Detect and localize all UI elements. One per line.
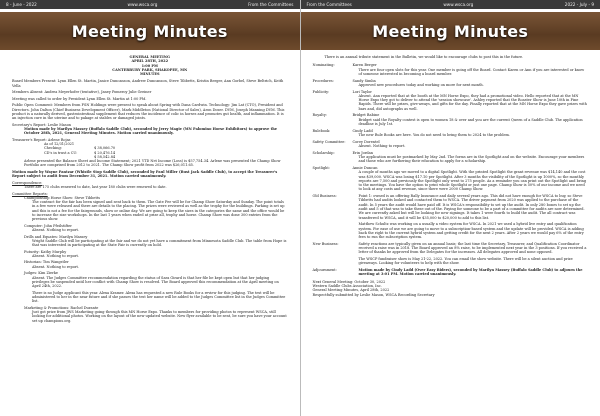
committee-item-text: Motion made by Cindy Ladd (Over Easy Riders), seconded by Marilyn Massey (Buffalo Saddle Club) to adjourn the meeting at 3:01 PM. Motion carried unanimously. [358, 268, 583, 277]
right-topbar [301, 0, 600, 9]
committee-item-body [353, 79, 589, 88]
committee-text: The contract for the fair has been signed and sent back to them. The Gate Fee will be for Champ Show Saturday and Sunday. The point totals in a few were released and there are details to the placing. The prizes were reviewed as well as the trophy for the buildings. Parking is set up and this is not a fee for the fairgrounds, show or online day. We are going to keep the sizes in the categories the same and the office would be to increase the size workshops. In the last 1 years when ended at prize all, trophy and horse. Champ Show was done 300 entries from the previous show. [32, 200, 285, 222]
treasurer-row: $ 58,542.84 [94, 154, 116, 159]
committee-item-body [353, 140, 589, 149]
left-topbar [0, 0, 300, 9]
committee-item-label: Rulebook: [312, 128, 331, 133]
secretary-report: Secretary's Report: Leslie Mason [12, 122, 72, 127]
committee-item-text: Safety reactions are typically given on an annual basis; the last time the Secretary, Treasurer, and Qualification Coordinator received a raise was in 2018. The Board approved an 8% raise, to be implemented next year in the 3 positions. If you received a letter of thanks be approved from the Delegates for the increases. All delegates approved and none opposed. [358, 241, 587, 255]
committee-item-label: New Business: [312, 241, 339, 246]
committee-text: Absent. Nothing to report. [32, 228, 79, 233]
committee-item-person: Bridget Babine [352, 113, 380, 118]
committee-item [313, 222, 589, 239]
committee-name: Judges: Kim Zierke [24, 271, 58, 276]
committee-item-text: Absent. Ann reported that at the booth at the MN Horse Expo, they had a promotional video. Hello reported that at the MN Horse Expo they got to deliver to attend the 'session showcase'. Ashley reported that the Roaster Show is June 10th in Pine Rapids. There will be prizes, give-aways, and gifts for the day. Finally reported that at the MN Horse Expo they gave prizes with bars and, did autographs as well. [358, 93, 587, 111]
meeting-header [12, 55, 288, 76]
committee-item [313, 194, 589, 220]
committee-item-body [353, 268, 589, 277]
committee-item-text: A couple of months ago we moved to a digital Spotlight. With the printed Spotlight the grant revenue was $14,140 and the cost was $39,000. WSCA was losing $17.10 per Spotlight. After 3 months the visibility of the Spotlight is up 1000%, so the monthly reports are 7,500 and previously the Spotlight only went to 275 people. As a reminder you can print out the Spotlight and bring to the meetings. You have the option to print whole Spotlight or just one page. Champ Show is 50% of our income and we need to look at any costs and revenue, since there were 2000 Champ Show. [358, 170, 587, 192]
committee-item [313, 257, 589, 266]
committee-item-person: Lori Taylor [352, 89, 372, 94]
committee-heading: Committee Reports: [12, 191, 48, 196]
left-site-url[interactable]: www.wsca.org [127, 2, 158, 7]
committee-item-text: Point 1: owned is an offering Rally Insurance and daily several years ago. This did not have enough for WSCA to buy, so Steve Tibbetts had audits looked and contacted them to WSCA. The driver payment from 2020 was applied to the purchase of the audit. In 5 years the audit would have paid off. It is WSCA's responsibility to set up the audit. In only 280 bones to set up the audit and 5 of that was to take these out of the. Paying for someone to be a part of a committee for audits are now determined. We are currently asked but will be looking for new signings. It takes 1 were fourth to build the audit. The all contract was transferred to WSCA, and it will be $35,000 to $20,000 to add to this list. [358, 194, 585, 220]
committee-item [313, 90, 589, 111]
footer-line: General Meeting Minutes, April 28th, 2022 [312, 288, 390, 293]
treasurer-motion: Motion made by Wayne Pantzar (Whistle Stop Saddle Club), seconded by Paul Miller (Rust Jack Saddle Club), to accept the Treasurer's Report subject to audit from December 31, 2021. Motion carried unanimously. [12, 169, 278, 179]
committee-item-label: Spotlight: [312, 165, 330, 170]
committee-item-text: There are four open slots for this year. One member is going off the Board. Contact Karen or Ann if you are interested or know of someone interested in becoming a board member. [358, 67, 585, 76]
treasurer-summary: Arlene presented the Balance Sheet and Income Statement; 2021 YTD Net Income (Loss) is $57,754.34. Arlene was presented the Champ Show Portfolio are comprised from 2012 to 2021. The Champ Show profit from 2022 was $26,011.65. [24, 159, 281, 168]
committee-item-person: Cindy Ladd [352, 128, 373, 133]
treasurer-row: Checking: $ 38,066.70 [44, 146, 116, 151]
public-comment: Public Open Comment: Members from FSN Holdings were present to speak about Spring with Dana Cardwin. Technology: Jim Lat (CTO), President and Directors. John Dalton (Chief Business Development Officer), Mark Middleton (National Director of Sales), Aron Doser. DVM, Joseph Manning DVM. This product is a naturally derived, gastrointestinal supplement that reduces the incidence of colic in horses and promotes gut health, and inflammation. It is an injection cure in the uterine and to pakage at stables or damaged joints. [12, 103, 285, 121]
left-page-date: 8 - June - 2022 [6, 2, 37, 7]
committee-item [313, 113, 589, 126]
committee-item-label: Old Business: [312, 194, 337, 199]
committee-item-label: Publicity: [312, 89, 330, 94]
committee-text: Absent. Nothing to report. [32, 264, 79, 269]
committee-name: Futurity: Kathy Murphy [24, 249, 67, 254]
members-absent: Members Absent: Andrea Meyerhofer (tentative), Janey Pomeroy Julie Greiner [12, 90, 152, 95]
committee-item [313, 129, 589, 138]
call-to-order: Meeting was called to order by President Lynn Ellen St. Martin at 1:00 PM. [12, 96, 147, 101]
committee-item-body [353, 166, 589, 192]
committee-item [313, 140, 589, 149]
right-content [301, 50, 600, 297]
committee-item-label: Nominating: [312, 63, 335, 68]
committee-item-text: Absent. Nothing to report. [358, 144, 406, 148]
committee-text: Absent. Nothing to report. [32, 253, 79, 258]
committee-item-body [353, 222, 589, 239]
committee-item-person: Erin Jordan [352, 150, 373, 155]
header-line: GENERAL MEETING [129, 55, 170, 59]
committee-item-label: Adjournment: [312, 268, 337, 273]
committee-text: Just got prize from JWS Marketing going through this MN Horse Expo. Thanks to members for providing photos to represent WSCA, still looking for additional photos. Working on the layout of the new updated website. New flyer available to be sent, be sure you have your account set up champions.org. [32, 309, 287, 323]
right-site-url[interactable]: www.wsca.org [443, 2, 474, 7]
intro-text: There is an annual tribute statement in the Bulletin, we would like to encourage clubs to post this in the future. [324, 55, 524, 59]
committee-item [313, 79, 589, 88]
committee-item [313, 63, 589, 76]
committee-text: Wright Saddle Club will be participating at the fair and we do not yet have a commitment from Minnesota Saddle Club. The table from Hope is that was interested in participating at the State Fair is currently on hold. [32, 238, 287, 248]
header-line: CANTERBURY PARK, SHAKOPEE, MN [112, 67, 188, 72]
committee-name: Drills and Equates: Marilyn Massey [24, 234, 88, 239]
committee-item-person: Karen Berger [352, 63, 377, 68]
committee-text: Absent. The Judges Committee recommendation regarding the status of Sara Girard is that her file be kept open but that her judging privileges be suspended until her conflict with Champ Show is resolved. The Board approved this recommendation at the April meeting on April 24th, 2022. [32, 275, 279, 289]
footer-line: Western Saddle Clubs Association, Inc. [312, 284, 382, 289]
right-page-title: Meeting Minutes [372, 21, 529, 41]
committee-item-label: Safety Committee: [312, 139, 346, 144]
committee-item-label [313, 257, 353, 266]
committee-item-text: Matthew Schultz was working on a usually a video system for WSCA. In 2021 we used a hybrid live entry and qualification system. For ease of use we are going to move to a subscription-based system and the update will be provided. WSCA is adding back the right to the current hybrid system and getting credit for the next 2 years. After 2 years we would pay 6% of the entry fees to run the subscription system. [358, 222, 584, 240]
footer-block [313, 280, 589, 297]
committee-item-label: Scholarship: [312, 150, 335, 155]
committee-name: Historian: Tim Wangstler [24, 260, 69, 265]
committee-item-label [313, 222, 353, 239]
left-page-title: Meeting Minutes [71, 21, 228, 41]
header-line: MINUTES [139, 72, 160, 77]
header-line: APRIL 28TH, 2022 [131, 59, 169, 64]
treasurer-report: Treasurer's Report: Arlene Rojas [12, 137, 71, 142]
correspondence-heading: Correspondence: [12, 180, 43, 185]
committee-item-body [353, 129, 589, 138]
committee-item-body [353, 242, 589, 255]
treasurer-date: As of 12/31/2021 [44, 141, 75, 146]
committee-list [313, 63, 589, 276]
left-content [0, 50, 300, 323]
right-title-banner [301, 12, 600, 50]
committee-item-text: The new Rule Books are here. You do not need to bring them to 2024 to the problem. [358, 133, 510, 138]
committee-item-body [353, 113, 589, 126]
committee-name: Computer: John Pfeilstifter [24, 223, 72, 228]
committee-item-person: Sandy Simba [352, 78, 376, 83]
right-page-date: 2022 - July - 9 [564, 2, 594, 7]
header-line: 1:00 PM [141, 63, 158, 68]
right-page [301, 0, 600, 416]
left-section-name: From the Committees [248, 2, 294, 7]
secretary-motion: Motion made by Marilyn Massey (Buffalo Saddle Club), seconded by Jerry Magie (MN Palomino Horse Exhibitors) to approve the October 28th, 2021, General Meeting Minutes. Motion carried unanimously. [24, 126, 277, 136]
right-section-name: From the Committees [306, 2, 352, 7]
committee-item-person: Corey Dorentel [352, 139, 380, 144]
committee-name: Championship Horse Show: Steve Tibbetts [24, 195, 101, 200]
left-title-banner [0, 12, 300, 50]
treasurer-table [12, 142, 288, 159]
committee-text: There is no Judge applicant this year. Alexa Kramer. Alexa has requested a new Rule Books for a review for this judging. The test will be administered to her in the near future and if she passes the test her name will be added to the Judges Committee list in the Judges Committee list. [32, 290, 286, 304]
committee-item-body [353, 257, 589, 266]
committee-item-text: The application must be postmarked by May 2nd. The forms are in the Spotlight and on the website. Encourage your members and those who are furthering their education to apply for a scholarship. [358, 154, 585, 164]
committee-item-text: The WSCP fundraiser show is May 21-22, 2022. You can email the show website. There will be a silent auction and prize giveaways. Looking for volunteers to help with the show. [358, 257, 573, 266]
committee-item [313, 151, 589, 164]
committee-item-body [353, 151, 589, 164]
committee-item-text: Bridget said the Royalty contest is open to women 18 & over and you are the current Queen of a Saddle Club. The application deadline is July 1st. [358, 117, 583, 127]
treasurer-row: CD's in trust a CU: $ 20,476.14 [44, 150, 116, 155]
committee-item-body [353, 63, 589, 76]
committee-item [313, 268, 589, 277]
footer-line: Respectfully submitted by Leslie Mason, WSCA Recording Secretary [312, 292, 435, 297]
committee-item-label: Procedures: [312, 78, 334, 83]
committee-item-body [353, 90, 589, 111]
board-present: Board Members Present: Lynn Ellen St. Martin, Janice Duncanson, Andrew Duncanson, Steve Tibbetts, Kristin Berger, Ann Gorbel, Steve Beltrich, Keith Vella [12, 79, 284, 88]
footer-line: Next General Meeting: October 30, 2022 [312, 279, 386, 284]
committee-item-body [353, 194, 589, 220]
committee-name: Marketing & Promotions: Rachel Durante [24, 305, 99, 310]
committee-item-text: Approved new procedures today and working on more for next month. [358, 82, 484, 87]
committee-item-label: Royalty: [312, 113, 327, 118]
committee-item [313, 242, 589, 255]
committee-item-person: Annie Duncan [352, 165, 378, 170]
committee-item [313, 166, 589, 192]
correspondence-text: There are 175 clubs renewed to date, last year 180 clubs were renewed to date. [24, 185, 167, 190]
